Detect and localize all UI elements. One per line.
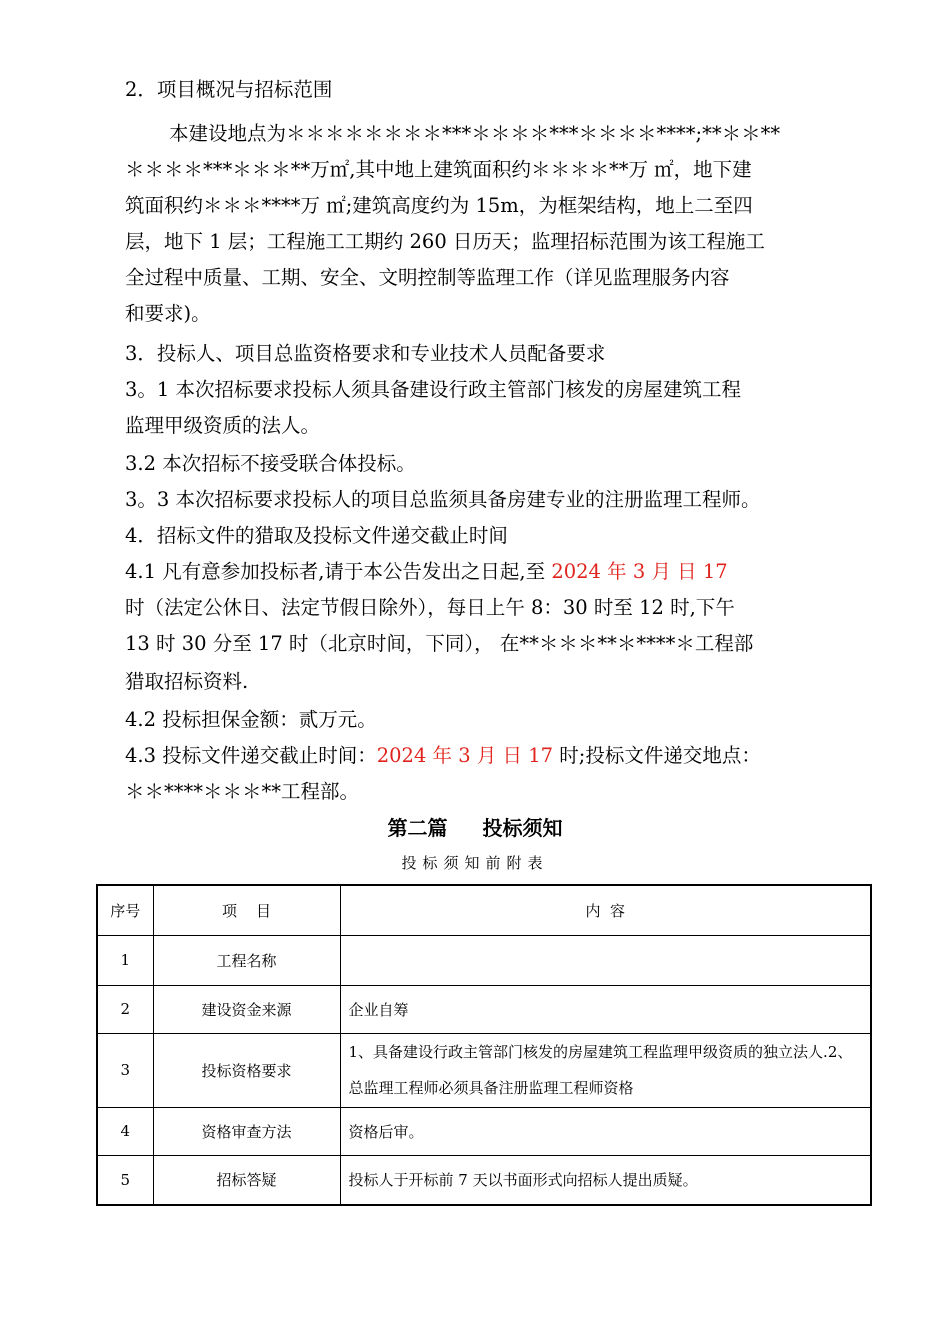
heading-bid-documents: 4．招标文件的猎取及投标文件递交截止时间 [125,524,508,547]
table-row [97,1033,871,1107]
cell-content: 企业自筹 [340,985,871,1033]
paragraph-line: 猎取招标资料. [125,670,249,693]
paragraph-line: 层，地下 1 层；工程施工工期约 260 日历天；监理招标范围为该工程施工 [125,230,765,253]
paragraph-line: 筑面积约＊＊＊****万 ㎡;建筑高度约为 15m，为框架结构，地上二至四 [125,194,753,217]
highlight-date: 2024 年 3 月 日 17 [551,560,728,583]
paragraph-line: 监理甲级资质的法人。 [125,414,321,437]
header-cell-no: 序号 [97,885,153,935]
cell-content: 资格后审。 [340,1107,871,1155]
paragraph-line: 3.2 本次招标不接受联合体投标。 [125,452,416,475]
table-caption: 投标须知前附表 [401,854,549,872]
paragraph-text: 4.1 凡有意参加投标者,请于本公告发出之日起,至 [125,560,552,583]
paragraph-4-3-line [125,738,845,774]
cell-no: 5 [97,1155,153,1205]
paragraph-text: 4.3 投标文件递交截止时间： [125,744,377,767]
cell-item: 投标资格要求 [153,1033,340,1107]
paragraph-line: ＊＊****＊＊＊**工程部。 [125,780,360,803]
table-row [97,1107,871,1155]
paragraph-line: 和要求)。 [125,302,211,325]
table-row [97,935,871,985]
table-header-row [97,885,871,935]
section-title: 第二篇 投标须知 [387,816,563,840]
paragraph-line: 本建设地点为＊＊＊＊＊＊＊＊***＊＊＊＊***＊＊＊＊****;**＊＊** [169,122,781,145]
paragraph-4-1-line [125,554,845,590]
heading-project-overview: 2．项目概况与招标范围 [125,78,333,101]
header-cell-content: 内 容 [340,885,871,935]
cell-item: 资格审查方法 [153,1107,340,1155]
cell-content: 投标人于开标前 7 天以书面形式向招标人提出质疑。 [340,1155,871,1205]
cell-content [340,935,871,985]
bid-notice-table [96,884,872,1206]
paragraph-line: 时（法定公休日、法定节假日除外），每日上午 8：30 时至 12 时,下午 [125,596,735,619]
cell-item: 工程名称 [153,935,340,985]
header-cell-item: 项 目 [153,885,340,935]
highlight-date: 2024 年 3 月 日 17 [376,744,554,767]
cell-item: 招标答疑 [153,1155,340,1205]
paragraph-line: 4.2 投标担保金额：贰万元。 [125,708,377,731]
cell-content: 1、具备建设行政主管部门核发的房屋建筑工程监理甲级资质的独立法人.2、总监理工程师必须具备注册监理工程师资格 [340,1033,871,1107]
paragraph-line: 13 时 30 分至 17 时（北京时间，下同）， 在**＊＊＊**＊****＊工程部 [125,632,754,655]
cell-no: 2 [97,985,153,1033]
paragraph-line: 全过程中质量、工期、安全、文明控制等监理工作（详见监理服务内容 [125,266,730,289]
cell-no: 1 [97,935,153,985]
paragraph-text: 时;投标文件递交地点： [553,744,761,767]
table-row [97,1155,871,1205]
paragraph-line: 3。3 本次招标要求投标人的项目总监须具备房建专业的注册监理工程师。 [125,488,761,511]
table-row [97,985,871,1033]
cell-no: 3 [97,1033,153,1107]
paragraph-line: ＊＊＊＊***＊＊＊**万㎡,其中地上建筑面积约＊＊＊＊**万 ㎡，地下建 [125,158,752,181]
cell-no: 4 [97,1107,153,1155]
paragraph-line: 3。1 本次招标要求投标人须具备建设行政主管部门核发的房屋建筑工程 [125,378,742,401]
heading-bidder-requirements: 3．投标人、项目总监资格要求和专业技术人员配备要求 [125,342,606,365]
cell-item: 建设资金来源 [153,985,340,1033]
